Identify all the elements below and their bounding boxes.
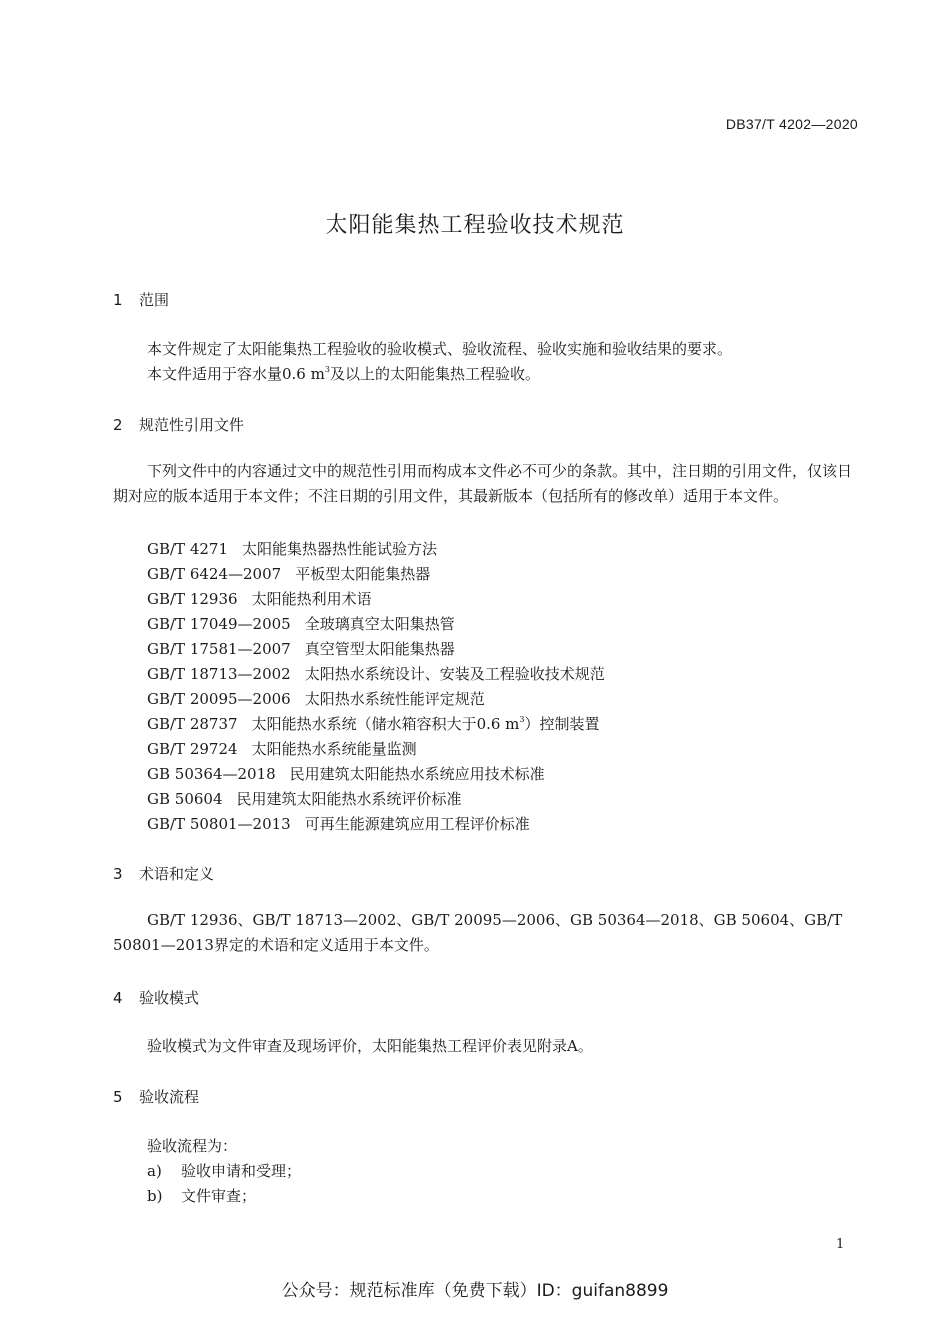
ref-item: GB/T 29724 太阳能热水系统能量监测: [147, 740, 417, 758]
section-1-para-1: 本文件规定了太阳能集热工程验收的验收模式、验收流程、验收实施和验收结果的要求。: [147, 340, 733, 358]
section-title: 术语和定义: [139, 865, 215, 883]
section-number: 2: [113, 416, 123, 434]
standard-code: DB37/T 4202—2020: [725, 116, 858, 132]
section-1-para-2: 本文件适用于容水量0.6 $m^3$及以上的太阳能集热工程验收。: [147, 365, 540, 383]
section-4-heading: [113, 987, 199, 1008]
document-title: 太阳能集热工程验收技术规范: [325, 213, 625, 238]
section-number: 1: [113, 291, 123, 309]
ref-item: GB 50364—2018 民用建筑太阳能热水系统应用技术标准: [147, 765, 545, 783]
ref-item: GB/T 17581—2007 真空管型太阳能集热器: [147, 640, 455, 658]
ref-item: GB/T 28737 太阳能热水系统（储水箱容积大于0.6 $m^3$）控制装置: [147, 715, 600, 733]
ref-item: GB/T 50801—2013 可再生能源建筑应用工程评价标准: [147, 815, 530, 833]
section-number: 4: [113, 989, 123, 1007]
footer-watermark-text: 公众号：规范标准库（免费下载）ID：guifan8899: [281, 1281, 669, 1301]
page-number: 1: [836, 1237, 845, 1252]
section-2-heading: [113, 414, 244, 435]
ref-item: GB/T 4271 太阳能集热器热性能试验方法: [147, 540, 438, 558]
ref-item: GB 50604 民用建筑太阳能热水系统评价标准: [147, 790, 462, 808]
ref-item: GB/T 18713—2002 太阳热水系统设计、安装及工程验收技术规范: [147, 665, 605, 683]
section-2-intro: 下列文件中的内容通过文中的规范性引用而构成本文件必不可少的条款。其中，注日期的引用文件，仅该日期对应的版本适用于本文件；不注日期的引用文件，其最新版本（包括所有的修改单）适用于本文件。: [113, 462, 853, 505]
section-title: 验收流程: [139, 1088, 200, 1106]
section-3-para: GB/T 12936、GB/T 18713—2002、GB/T 20095—2006、GB 50364—2018、GB 50604、GB/T 50801—2013界定的术语和定义适用于本文件。: [113, 911, 843, 954]
ref-item: GB/T 17049—2005 全玻璃真空太阳集热管: [147, 615, 455, 633]
section-number: 5: [113, 1088, 123, 1106]
section-title: 规范性引用文件: [139, 416, 245, 434]
section-title: 范围: [139, 291, 170, 309]
list-item: b) 文件审查；: [147, 1187, 257, 1205]
section-number: 3: [113, 865, 123, 883]
ref-item: GB/T 6424—2007 平板型太阳能集热器: [147, 565, 431, 583]
section-title: 验收模式: [139, 989, 200, 1007]
ref-item: GB/T 20095—2006 太阳热水系统性能评定规范: [147, 690, 485, 708]
section-4-para: 验收模式为文件审查及现场评价，太阳能集热工程评价表见附录A。: [147, 1037, 593, 1055]
ref-item: GB/T 12936 太阳能热利用术语: [147, 590, 372, 608]
section-5-heading: [113, 1086, 199, 1107]
section-3-heading: [113, 863, 214, 884]
section-5-intro: 验收流程为：: [147, 1137, 238, 1155]
section-1-heading: [113, 289, 169, 310]
list-item: a) 验收申请和受理；: [147, 1162, 302, 1180]
